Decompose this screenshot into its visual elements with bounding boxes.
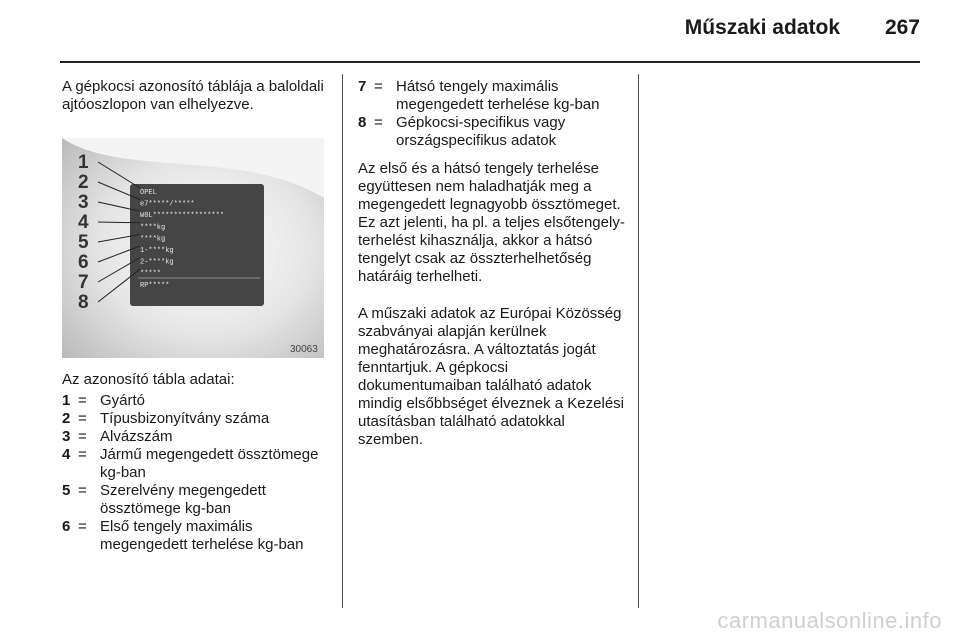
item-equals: =	[78, 428, 87, 445]
item-equals: =	[78, 446, 87, 463]
intro-text	[62, 78, 332, 114]
plate-text-line: *****	[140, 270, 162, 279]
column-divider-left	[342, 74, 343, 608]
plate-data-item	[62, 446, 332, 482]
callout-number: 4	[78, 212, 89, 233]
plate-data-item	[62, 392, 332, 410]
item-number: 7	[358, 78, 367, 95]
plate-text-line: ****kg	[140, 235, 166, 244]
plate-data-item	[62, 428, 332, 446]
item-equals: =	[78, 392, 87, 409]
callout-number: 8	[78, 292, 89, 313]
item-number: 4	[62, 446, 71, 463]
figure-id: 30063	[290, 344, 318, 355]
callout-number: 1	[78, 152, 89, 173]
item-number: 1	[62, 392, 71, 409]
item-equals: =	[374, 114, 383, 131]
intro-paragraph: A gépkocsi azonosító táblája a baloldali ajtóoszlopon van elhelyezve.	[62, 78, 324, 113]
page-header	[0, 0, 960, 64]
site-watermark: carmanualsonline.info	[717, 608, 942, 633]
plate-text-line: 1-****kg	[140, 247, 174, 255]
item-description: Gépkocsi-specifikus vagy országspecifikus adatok	[396, 114, 566, 149]
plate-text-line: OPEL	[140, 189, 157, 197]
plate-data-item	[62, 518, 332, 554]
axle-load-paragraph: Az első és a hátsó tengely terhelése együttesen nem haladhatják meg a megengedett legnagyobb össztömeget. Ez azt jelenti, ha pl. a teljes elsőtengely-terhelést kihasználja, akkor a hátsó tengelyt csak az összterhelhetőség határáig terhelheti.	[358, 160, 625, 285]
plate-data-item	[358, 114, 628, 150]
item-description: Típusbizonyítvány száma	[100, 410, 270, 427]
plate-text-line: RP*****	[140, 281, 170, 290]
plate-data-item	[62, 482, 332, 518]
callout-number: 6	[78, 252, 89, 273]
callout-number: 5	[78, 232, 89, 253]
callout-number: 7	[78, 272, 89, 293]
page-title: Műszaki adatok	[684, 16, 840, 39]
item-equals: =	[78, 410, 87, 427]
item-equals: =	[78, 518, 87, 535]
callout-number: 3	[78, 192, 89, 213]
item-description: Szerelvény megengedett össztömege kg-ban	[100, 482, 266, 517]
standards-paragraph: A műszaki adatok az Európai Közösség szabványai alapján kerülnek meghatározásra. A változtatás jogát fenntartjuk. A gépkocsi dokumentumaiban található adatok mindig elsőbbséget élveznek a Kezelési utasításban található adatokkal szemben.	[358, 305, 624, 448]
item-number: 2	[62, 410, 71, 427]
item-description: Első tengely maximális megengedett terhelése kg-ban	[100, 518, 304, 553]
item-description: Jármű megengedett össztömege kg-ban	[100, 446, 319, 481]
id-plate-figure	[62, 138, 324, 358]
plate-data-list-right	[358, 78, 628, 150]
plate-text-line: W0L*****************	[140, 212, 225, 221]
plate-data-list-left	[62, 392, 332, 554]
plate-text-line: ****kg	[140, 223, 166, 232]
item-description: Gyártó	[100, 392, 146, 409]
plate-text-line: 2-****kg	[140, 258, 174, 267]
id-plate-illustration	[62, 138, 324, 358]
callout-number: 2	[78, 172, 89, 193]
column-divider-right	[638, 74, 639, 608]
item-equals: =	[78, 482, 87, 499]
plate-caption: Az azonosító tábla adatai:	[62, 371, 235, 388]
page-number: 267	[884, 16, 920, 39]
item-number: 5	[62, 482, 71, 499]
header-rule	[60, 61, 920, 63]
plate-data-item	[358, 78, 628, 114]
item-equals: =	[374, 78, 383, 95]
item-description: Hátsó tengely maximális megengedett terhelése kg-ban	[396, 78, 600, 113]
plate-data-item	[62, 410, 332, 428]
item-number: 3	[62, 428, 71, 445]
item-number: 8	[358, 114, 367, 131]
item-number: 6	[62, 518, 71, 535]
plate-text-line: e7*****/*****	[140, 200, 195, 209]
item-description: Alvázszám	[100, 428, 173, 445]
